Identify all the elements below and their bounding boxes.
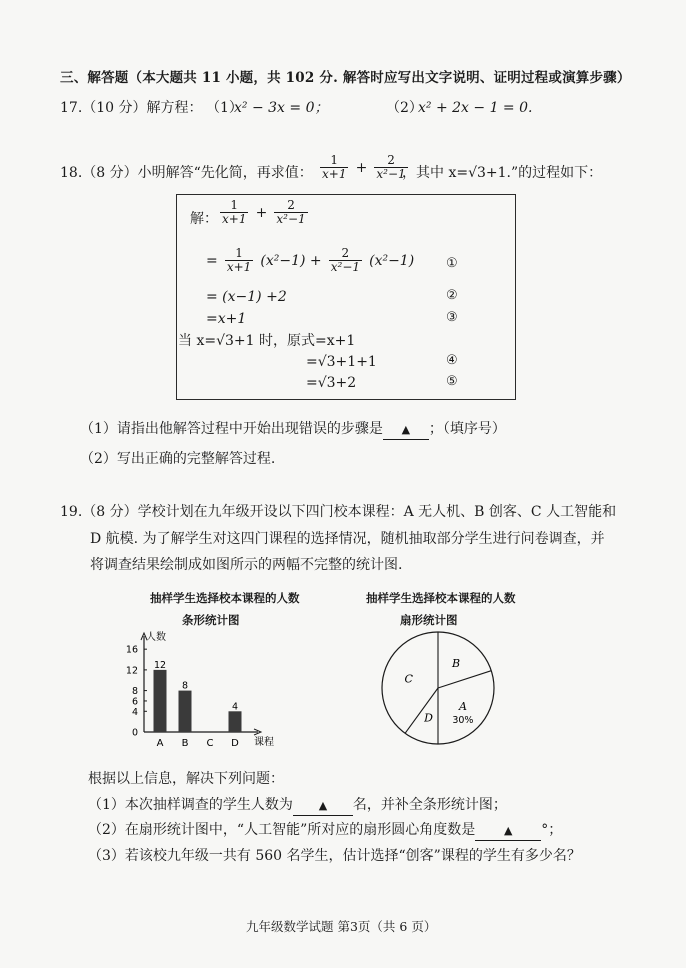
plus-sign: + (355, 160, 368, 176)
step-marker-2: ② (446, 288, 458, 303)
q19-part1: （1）本次抽样调查的学生人数为 ▲ 名，并补全条形统计图； (88, 796, 507, 816)
q18-tail: ，其中 x=√3+1.”的过程如下： (402, 165, 603, 181)
bar-D (229, 711, 242, 732)
x-tick-label: A (156, 738, 164, 749)
bar-chart (120, 628, 290, 758)
solution-line-2: = $\frac{1}{x+1}$ (x²−1) + $\frac{2}{\text{x²−1}}$ (x²−1) (206, 246, 415, 274)
q19-line-3: 将调查结果绘制成如图所示的两幅不完整的统计图. (90, 557, 403, 573)
data-label-A: 12 (153, 659, 167, 671)
pie-chart-title: 抽样学生选择校本课程的人数 (366, 591, 516, 605)
slice-label-B: B (452, 657, 461, 671)
q18-part2: （2）写出正确的完整解答过程. (80, 451, 276, 467)
x-tick-label: D (231, 738, 239, 749)
pie-chart (378, 628, 498, 748)
x-tick-label: B (181, 738, 189, 749)
step-marker-4: ④ (446, 353, 458, 368)
solution-line-6: =√3+1+1 (306, 354, 377, 370)
q18-fraction-2: $\frac{2}{\text{x²−1}}$ (376, 153, 406, 181)
y-tick-label: 6 (131, 696, 138, 708)
y-tick-label: 0 (131, 727, 138, 739)
data-label-B: 8 (181, 680, 189, 692)
q17-part2-equation: x² + 2x − 1 = 0. (418, 100, 533, 116)
data-label-D: 4 (231, 701, 239, 713)
solution-line-3: = (x−1) +2 (206, 289, 287, 305)
slice-percent-A: 30% (452, 715, 474, 727)
q17-part1-equation: x² − 3x = 0； (234, 100, 329, 116)
q17-part2-label: （2） (386, 100, 423, 116)
solution-line-7: =√3+2 (306, 375, 357, 391)
bar-chart-title: 抽样学生选择校本课程的人数 (150, 591, 300, 605)
step-marker-1: ① (446, 256, 458, 271)
solution-line-4: =x+1 (206, 311, 247, 327)
pie-divider (438, 671, 491, 688)
slice-label-A: A (458, 700, 467, 714)
solution-line-5: 当 x=√3+1 时，原式=x+1 (178, 333, 356, 349)
y-tick-label: 16 (125, 644, 138, 656)
page-footer: 九年级数学试题 第3页（共 6 页） (246, 919, 437, 934)
q19-part3: （3）若该校九年级一共有 560 名学生，估计选择“创客”课程的学生有多少名？ (88, 848, 581, 864)
q17-part1-label: （1） (206, 100, 243, 116)
x-axis-label: 课程 (254, 737, 274, 748)
q19-part2: （2）在扇形统计图中，“人工智能”所对应的扇形圆心角度数是 ▲ °； (88, 821, 562, 841)
q18-part1: （1）请指出他解答过程中开始出现错误的步骤是 ▲ ；（填序号） (80, 420, 506, 440)
q17-intro: 17.（10 分）解方程： (60, 100, 203, 116)
y-tick-label: 8 (131, 686, 138, 698)
q18-intro: 18.（8 分）小明解答“先化简，再求值： (60, 165, 313, 181)
solution-label: 解： (190, 211, 218, 227)
q18-fraction-1: $\frac{1}{x+1}$ (322, 153, 347, 181)
y-tick-label: 4 (131, 706, 138, 718)
slice-label-C: C (404, 672, 413, 686)
pie-divider (405, 688, 438, 733)
y-tick-label: 12 (125, 665, 138, 677)
step-marker-5: ⑤ (446, 374, 458, 389)
solution-line-1: $\frac{1}{x+1}$ + $\frac{2}{\text{x²−1}}$ (222, 198, 306, 226)
q18-expression (318, 154, 410, 181)
q19-line-2: D 航模. 为了解学生对这四门课程的选择情况，随机抽取部分学生进行问卷调查，并 (90, 531, 605, 547)
answer-blank-marker: ▲ (401, 423, 411, 436)
bar-chart-subtitle: 条形统计图 (182, 613, 240, 627)
q19-line-1: 19.（8 分）学校计划在九年级开设以下四门校本课程：A 无人机、B 创客、C 人工智能和 (60, 504, 617, 520)
x-tick-label: C (206, 738, 214, 749)
step-marker-3: ③ (446, 310, 458, 325)
y-axis-label: 人数 (146, 632, 166, 643)
slice-label-D: D (424, 711, 433, 725)
section-header: 三、解答题（本大题共 11 小题，共 102 分. 解答时应写出文字说明、证明过程或演算步骤） (60, 70, 631, 86)
q19-intro: 根据以上信息，解决下列问题： (88, 771, 284, 787)
bar-B (179, 691, 192, 732)
pie-chart-subtitle: 扇形统计图 (400, 613, 458, 627)
bar-A (154, 670, 167, 732)
